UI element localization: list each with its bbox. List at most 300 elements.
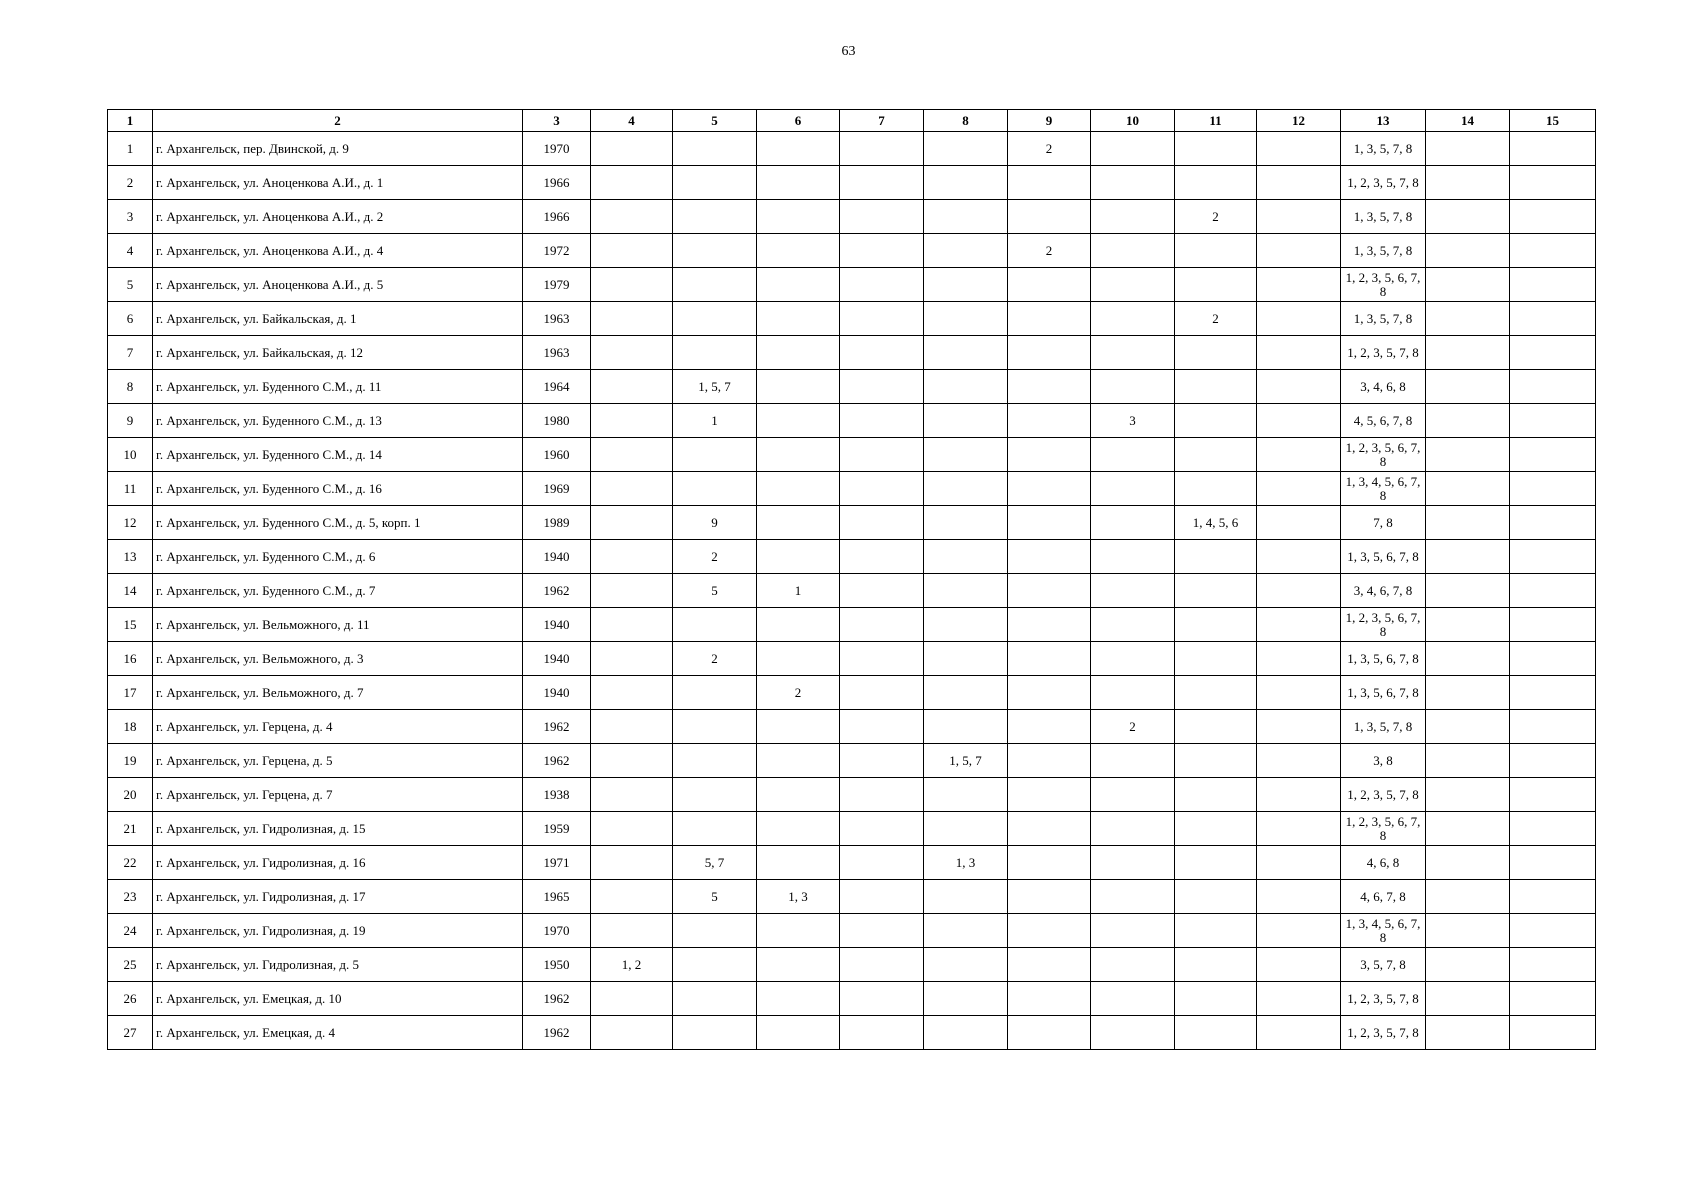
table-cell: [1257, 744, 1341, 778]
table-cell: [591, 472, 673, 506]
table-cell: [924, 880, 1008, 914]
table-cell: [1257, 404, 1341, 438]
table-cell: 2: [1175, 200, 1257, 234]
page-number: 63: [841, 44, 856, 59]
table-cell: [840, 506, 924, 540]
table-cell: 1989: [523, 506, 591, 540]
address-cell: г. Архангельск, ул. Вельможного, д. 7: [153, 676, 523, 710]
table-cell: [1257, 132, 1341, 166]
table-cell: 1, 2, 3, 5, 6, 7, 8: [1341, 268, 1426, 302]
table-cell: [1510, 438, 1596, 472]
table-cell: [924, 676, 1008, 710]
table-cell: [1510, 1016, 1596, 1050]
header-row: [108, 110, 1596, 132]
table-cell: [1008, 540, 1091, 574]
table-cell: [1426, 132, 1510, 166]
table-row: [108, 1016, 1596, 1050]
table-cell: [924, 438, 1008, 472]
table-cell: [757, 1016, 840, 1050]
table-cell: 18: [108, 710, 153, 744]
address-cell: г. Архангельск, ул. Гидролизная, д. 19: [153, 914, 523, 948]
table-cell: [591, 132, 673, 166]
table-cell: [1008, 642, 1091, 676]
table-cell: 26: [108, 982, 153, 1016]
table-cell: [757, 132, 840, 166]
table-cell: [1510, 778, 1596, 812]
table-cell: 27: [108, 1016, 153, 1050]
table-cell: [1091, 132, 1175, 166]
table-cell: [1257, 506, 1341, 540]
table-cell: 1979: [523, 268, 591, 302]
table-cell: [1091, 880, 1175, 914]
table-cell: 11: [108, 472, 153, 506]
table-cell: [840, 880, 924, 914]
table-cell: 19: [108, 744, 153, 778]
table-cell: 2: [108, 166, 153, 200]
table-cell: [757, 166, 840, 200]
table-row: [108, 166, 1596, 200]
table-cell: [840, 234, 924, 268]
column-header: 15: [1510, 110, 1596, 132]
table-cell: 1966: [523, 200, 591, 234]
table-cell: [591, 1016, 673, 1050]
table-cell: 1964: [523, 370, 591, 404]
table-cell: [591, 676, 673, 710]
table-cell: [1008, 404, 1091, 438]
table-cell: 2: [673, 642, 757, 676]
table-cell: [591, 642, 673, 676]
table-cell: [1257, 166, 1341, 200]
table-cell: [757, 812, 840, 846]
table-cell: [1008, 438, 1091, 472]
table-row: [108, 642, 1596, 676]
address-cell: г. Архангельск, ул. Буденного С.М., д. 13: [153, 404, 523, 438]
table-cell: [591, 336, 673, 370]
table-cell: [924, 302, 1008, 336]
table-cell: [1510, 948, 1596, 982]
table-cell: [591, 710, 673, 744]
table-cell: [1257, 676, 1341, 710]
table-cell: [757, 608, 840, 642]
table-cell: [591, 506, 673, 540]
table-cell: 7, 8: [1341, 506, 1426, 540]
address-cell: г. Архангельск, ул. Гидролизная, д. 5: [153, 948, 523, 982]
table-cell: 4, 6, 7, 8: [1341, 880, 1426, 914]
table-cell: [1008, 166, 1091, 200]
address-cell: г. Архангельск, ул. Аноценкова А.И., д. 4: [153, 234, 523, 268]
table-cell: 1971: [523, 846, 591, 880]
table-cell: [1091, 472, 1175, 506]
table-cell: [1426, 370, 1510, 404]
table-cell: [1510, 166, 1596, 200]
table-cell: [840, 778, 924, 812]
table-cell: [1510, 642, 1596, 676]
table-cell: 1959: [523, 812, 591, 846]
table-row: [108, 608, 1596, 642]
table-cell: [1175, 336, 1257, 370]
table-cell: [591, 166, 673, 200]
table-cell: [1426, 982, 1510, 1016]
table-cell: 1963: [523, 302, 591, 336]
table-cell: [840, 1016, 924, 1050]
table-cell: [1091, 234, 1175, 268]
table-cell: [1426, 608, 1510, 642]
table-row: [108, 200, 1596, 234]
table-cell: [924, 812, 1008, 846]
table-cell: [757, 506, 840, 540]
table-cell: [757, 642, 840, 676]
table-cell: [924, 234, 1008, 268]
table-cell: [1510, 846, 1596, 880]
table-cell: [757, 982, 840, 1016]
table-cell: [757, 404, 840, 438]
table-cell: [1175, 982, 1257, 1016]
table-cell: [673, 1016, 757, 1050]
table-cell: [1426, 846, 1510, 880]
table-cell: 1962: [523, 574, 591, 608]
table-row: [108, 336, 1596, 370]
table-row: [108, 982, 1596, 1016]
table-cell: 1, 3, 4, 5, 6, 7, 8: [1341, 914, 1426, 948]
table-cell: [1008, 574, 1091, 608]
table-cell: [1257, 336, 1341, 370]
table-cell: 4: [108, 234, 153, 268]
table-cell: [1175, 642, 1257, 676]
table-cell: 1, 3, 5, 7, 8: [1341, 302, 1426, 336]
column-header: 14: [1426, 110, 1510, 132]
table-cell: [1008, 472, 1091, 506]
table-cell: [1091, 948, 1175, 982]
table-cell: 3, 4, 6, 7, 8: [1341, 574, 1426, 608]
table-cell: [1257, 472, 1341, 506]
table-cell: 3, 4, 6, 8: [1341, 370, 1426, 404]
table-row: [108, 234, 1596, 268]
table-cell: [1008, 200, 1091, 234]
table-cell: 1, 5, 7: [673, 370, 757, 404]
table-cell: [1257, 268, 1341, 302]
table-cell: 1, 3, 5, 7, 8: [1341, 710, 1426, 744]
table-cell: [757, 710, 840, 744]
table-cell: [591, 914, 673, 948]
table-cell: [591, 370, 673, 404]
table-cell: [1008, 744, 1091, 778]
table-cell: [1008, 846, 1091, 880]
address-cell: г. Архангельск, ул. Гидролизная, д. 15: [153, 812, 523, 846]
table-cell: [673, 302, 757, 336]
table-cell: 1, 2, 3, 5, 7, 8: [1341, 336, 1426, 370]
table-row: [108, 710, 1596, 744]
table-cell: 8: [108, 370, 153, 404]
table-cell: [1257, 778, 1341, 812]
table-cell: [591, 744, 673, 778]
table-cell: [1091, 914, 1175, 948]
table-cell: [840, 846, 924, 880]
table-cell: 1, 3: [924, 846, 1008, 880]
table-cell: [1257, 540, 1341, 574]
table-cell: [1426, 880, 1510, 914]
table-cell: 3: [1091, 404, 1175, 438]
table-cell: [1091, 846, 1175, 880]
table-cell: 5: [673, 574, 757, 608]
table-cell: [924, 540, 1008, 574]
table-row: [108, 948, 1596, 982]
table-cell: 2: [673, 540, 757, 574]
table-cell: [673, 166, 757, 200]
table-cell: [591, 846, 673, 880]
table-cell: [1091, 608, 1175, 642]
table-cell: [673, 744, 757, 778]
table-row: [108, 438, 1596, 472]
table-cell: [1426, 234, 1510, 268]
table-cell: [1426, 812, 1510, 846]
table-cell: [591, 574, 673, 608]
table-cell: [757, 234, 840, 268]
table-cell: [591, 880, 673, 914]
table-cell: [1510, 404, 1596, 438]
table-cell: [840, 676, 924, 710]
table-cell: [1510, 982, 1596, 1016]
table-cell: [1091, 540, 1175, 574]
table-cell: [1510, 676, 1596, 710]
table-cell: [591, 982, 673, 1016]
table-cell: [1510, 132, 1596, 166]
table-cell: [840, 982, 924, 1016]
table-cell: [840, 200, 924, 234]
address-cell: г. Архангельск, ул. Буденного С.М., д. 11: [153, 370, 523, 404]
table-cell: [591, 540, 673, 574]
table-cell: [1426, 676, 1510, 710]
table-cell: [1175, 472, 1257, 506]
table-cell: [757, 268, 840, 302]
table-cell: [1257, 982, 1341, 1016]
table-cell: 17: [108, 676, 153, 710]
table-cell: [673, 710, 757, 744]
table-cell: 20: [108, 778, 153, 812]
table-cell: [1510, 608, 1596, 642]
table-cell: [591, 302, 673, 336]
table-cell: [924, 200, 1008, 234]
table-cell: [1175, 812, 1257, 846]
table-cell: [924, 336, 1008, 370]
address-cell: г. Архангельск, ул. Емецкая, д. 10: [153, 982, 523, 1016]
column-header: 13: [1341, 110, 1426, 132]
table-cell: [840, 166, 924, 200]
table-cell: 16: [108, 642, 153, 676]
table-cell: [840, 710, 924, 744]
table-cell: [673, 812, 757, 846]
table-cell: [1510, 710, 1596, 744]
table-cell: 6: [108, 302, 153, 336]
table-cell: [1008, 302, 1091, 336]
table-cell: [840, 948, 924, 982]
table-cell: [673, 234, 757, 268]
table-cell: [924, 574, 1008, 608]
table-cell: [1257, 1016, 1341, 1050]
table-cell: [924, 608, 1008, 642]
column-header: 1: [108, 110, 153, 132]
table-cell: [840, 404, 924, 438]
table-cell: [924, 982, 1008, 1016]
table-cell: [757, 302, 840, 336]
table-cell: [1091, 336, 1175, 370]
table-cell: [1426, 302, 1510, 336]
table-cell: 1, 2: [591, 948, 673, 982]
table-cell: [1175, 948, 1257, 982]
table-cell: [1008, 370, 1091, 404]
table-cell: [924, 404, 1008, 438]
table-cell: 1940: [523, 540, 591, 574]
table-cell: [840, 336, 924, 370]
table-row: [108, 540, 1596, 574]
table-cell: [1510, 812, 1596, 846]
table-cell: 1970: [523, 914, 591, 948]
address-cell: г. Архангельск, ул. Буденного С.М., д. 16: [153, 472, 523, 506]
table-cell: [1257, 234, 1341, 268]
table-cell: 10: [108, 438, 153, 472]
table-cell: [1091, 438, 1175, 472]
address-cell: г. Архангельск, ул. Герцена, д. 4: [153, 710, 523, 744]
table-cell: [591, 234, 673, 268]
table-cell: 1, 4, 5, 6: [1175, 506, 1257, 540]
table-cell: [1091, 166, 1175, 200]
table-cell: [1257, 914, 1341, 948]
table-cell: 13: [108, 540, 153, 574]
table-cell: [673, 336, 757, 370]
table-cell: 1, 3: [757, 880, 840, 914]
table-cell: [1426, 472, 1510, 506]
table-cell: 2: [1008, 234, 1091, 268]
table-cell: [673, 472, 757, 506]
table-cell: [673, 676, 757, 710]
table-cell: [840, 132, 924, 166]
table-cell: [757, 472, 840, 506]
table-cell: 23: [108, 880, 153, 914]
table-cell: [1257, 200, 1341, 234]
table-cell: 1, 2, 3, 5, 7, 8: [1341, 778, 1426, 812]
table-cell: 1, 2, 3, 5, 6, 7, 8: [1341, 608, 1426, 642]
table-cell: [1426, 404, 1510, 438]
table-cell: 12: [108, 506, 153, 540]
column-header: 8: [924, 110, 1008, 132]
table-cell: [757, 744, 840, 778]
table-cell: [757, 846, 840, 880]
table-cell: [1175, 846, 1257, 880]
table-cell: [1510, 472, 1596, 506]
table-cell: [757, 370, 840, 404]
table-cell: [1175, 166, 1257, 200]
table-cell: [591, 404, 673, 438]
table-cell: [1008, 506, 1091, 540]
table-cell: [673, 200, 757, 234]
table-cell: [1510, 506, 1596, 540]
table-cell: [1091, 200, 1175, 234]
table-cell: [924, 472, 1008, 506]
table-cell: [1091, 778, 1175, 812]
table-cell: [1257, 846, 1341, 880]
column-header: 5: [673, 110, 757, 132]
table-cell: [673, 608, 757, 642]
table-cell: 4, 6, 8: [1341, 846, 1426, 880]
address-cell: г. Архангельск, ул. Буденного С.М., д. 7: [153, 574, 523, 608]
table-cell: 1, 3, 5, 6, 7, 8: [1341, 676, 1426, 710]
table-cell: [1510, 302, 1596, 336]
table-cell: [1091, 268, 1175, 302]
table-cell: 2: [1175, 302, 1257, 336]
table-cell: [1426, 914, 1510, 948]
table-cell: [1008, 1016, 1091, 1050]
table-cell: [1091, 302, 1175, 336]
column-header: 3: [523, 110, 591, 132]
table-cell: 22: [108, 846, 153, 880]
table-cell: 1: [108, 132, 153, 166]
table-cell: [1426, 540, 1510, 574]
table-cell: [924, 948, 1008, 982]
table-cell: [840, 574, 924, 608]
table-row: [108, 472, 1596, 506]
table-cell: [1008, 812, 1091, 846]
table-cell: [1008, 676, 1091, 710]
table-cell: [924, 778, 1008, 812]
table-cell: 5: [673, 880, 757, 914]
table-cell: [1426, 1016, 1510, 1050]
table-cell: 9: [673, 506, 757, 540]
table-cell: [924, 710, 1008, 744]
table-cell: [1426, 778, 1510, 812]
table-cell: [757, 948, 840, 982]
table-cell: [1510, 880, 1596, 914]
table-cell: 1962: [523, 744, 591, 778]
column-header: 2: [153, 110, 523, 132]
table-cell: [1175, 744, 1257, 778]
table-row: [108, 880, 1596, 914]
table-cell: 3: [108, 200, 153, 234]
table-row: [108, 846, 1596, 880]
table-cell: [1175, 404, 1257, 438]
table-cell: 1962: [523, 1016, 591, 1050]
table-cell: [924, 166, 1008, 200]
table-cell: [1426, 948, 1510, 982]
table-body: [108, 132, 1596, 1050]
table-row: [108, 132, 1596, 166]
table-cell: [1257, 370, 1341, 404]
table-cell: [1175, 268, 1257, 302]
table-row: [108, 744, 1596, 778]
address-cell: г. Архангельск, ул. Емецкая, д. 4: [153, 1016, 523, 1050]
table-row: [108, 812, 1596, 846]
table-cell: [1091, 1016, 1175, 1050]
table-cell: [1175, 1016, 1257, 1050]
table-cell: [673, 132, 757, 166]
table-cell: 1965: [523, 880, 591, 914]
table-cell: 1: [673, 404, 757, 438]
table-cell: 1, 2, 3, 5, 7, 8: [1341, 166, 1426, 200]
table-cell: [840, 914, 924, 948]
table-cell: [1175, 880, 1257, 914]
table-cell: [1008, 268, 1091, 302]
table-cell: [840, 302, 924, 336]
address-cell: г. Архангельск, ул. Герцена, д. 5: [153, 744, 523, 778]
address-cell: г. Архангельск, ул. Герцена, д. 7: [153, 778, 523, 812]
table-cell: [1091, 676, 1175, 710]
table-cell: 1940: [523, 642, 591, 676]
table-cell: [591, 812, 673, 846]
table-cell: [1257, 812, 1341, 846]
table-cell: [1257, 642, 1341, 676]
table-cell: 2: [1091, 710, 1175, 744]
table-cell: [1510, 744, 1596, 778]
table-cell: 21: [108, 812, 153, 846]
table-cell: [1008, 778, 1091, 812]
